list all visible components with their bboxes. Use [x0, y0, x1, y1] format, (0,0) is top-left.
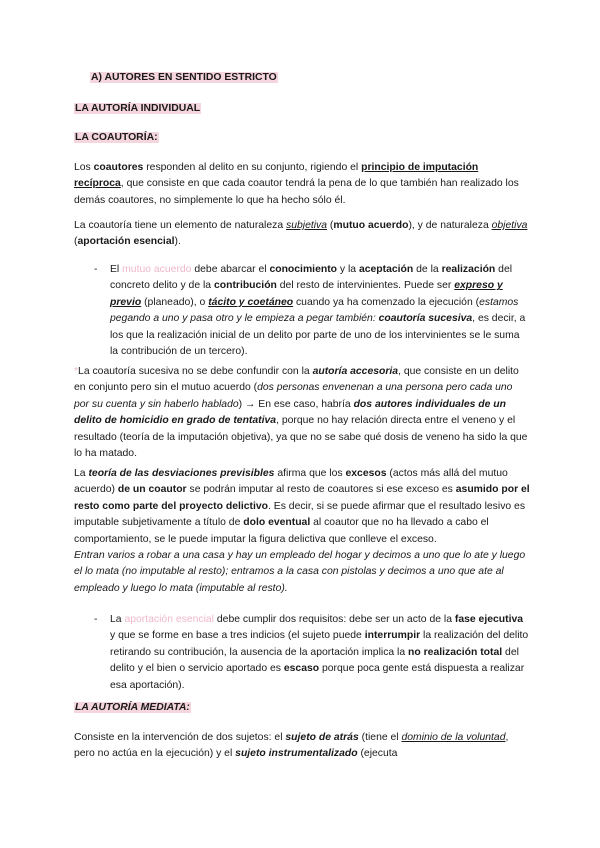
heading-mediata-text: LA AUTORÍA MEDIATA: — [75, 702, 190, 713]
heading-section-a-text: A) AUTORES EN SENTIDO ESTRICTO — [91, 72, 277, 83]
heading-individual-text: LA AUTORÍA INDIVIDUAL — [75, 103, 201, 114]
paragraph-elementos: La coautoría tiene un elemento de naturaleza subjetiva (mutuo acuerdo), y de naturaleza objetiva (aportación esencial). — [74, 220, 528, 248]
paragraph-autoria-accesoria: *La coautoría sucesiva no se debe confundir con la autoría accesoria, que consiste en un delito en conjunto pero sin el mutuo acuerdo (dos personas envenenan a una persona pero cada uno por su cuenta y sin haberlo hablado) → En ese caso, habría dos autores individuales de un delito de homicidio en grado de tentativa, porque no hay relación directa entre el veneno y el resultado (teoría de la imputación objetiva), ya que no se sabe qué dosis de veneno ha sido la que lo ha matado. — [74, 366, 528, 460]
heading-section-a — [90, 70, 546, 86]
heading-coautoria — [74, 130, 530, 146]
example-text: Entran varios a robar a una casa y hay un empleado del hogar y decimos a uno que lo ate y luego el lo mata (no imputable al resto); entramos a la casa con pistolas y decimos a uno que ate al empleado y luego lo mata (imputable al resto). — [74, 550, 526, 594]
paragraph-desviaciones: La teoría de las desviaciones previsibles afirma que los excesos (actos más allá del mutuo acuerdo) de un coautor se podrán imputar al resto de coautores si ese exceso es asumido por el resto como parte del proyecto delictivo. Es decir, si se puede afirmar que el resultado lesivo es imputable subjetivamente a título de dolo eventual al coautor que no ha llevado a cabo el comportamiento, se le puede imputar la figura delictiva que conlleve el exceso. Entran varios a robar a una casa y hay un empleado del hogar y decimos a uno que lo ate y luego el lo mata (no imputable al resto); entramos a la casa con pistolas y decimos a uno que ate al empleado y luego lo mata (imputable al resto). — [74, 468, 530, 594]
list-item-aportacion-esencial: - La aportación esencial debe cumplir dos requisitos: debe ser un acto de la fase ejecutiva y que se forme en base a tres indicios (el sujeto puede interrumpir la realización del delito retirando su contribución, la ausencia de la aportación implica la no realización total del delito y el bien o servicio aportado es escaso porque poca gente está dispuesta a realizar esa aportación). — [94, 614, 529, 691]
heading-coautoria-text: LA COAUTORÍA: — [75, 132, 158, 143]
paragraph-mediata: Consiste en la intervención de dos sujetos: el sujeto de atrás (tiene el dominio de la voluntad, pero no actúa en la ejecución) y el sujeto instrumentalizado (ejecuta — [74, 732, 509, 760]
paragraph-coautores: Los coautores responden al delito en su conjunto, rigiendo el principio de imputación recíproca, que consiste en que cada coautor tendrá la pena de lo que también han realizado los demás coautores, no simplemente lo que ha hecho sólo él. — [74, 162, 519, 206]
heading-autoria-individual — [74, 101, 530, 117]
heading-autoria-mediata — [74, 700, 530, 716]
list-item-mutuo-acuerdo: - El mutuo acuerdo debe abarcar el conocimiento y la aceptación de la realización del concreto delito y de la contribución del resto de intervinientes. Puede ser expreso y previo (planeado), o tácito y coetáneo cuando ya ha comenzado la ejecución (estamos pegando a uno y pasa otro y le empieza a pegar también: coautoría sucesiva, es decir, a los que la realización inicial de un delito por parte de uno de los intervinientes se le suma la contribución de un tercero). — [94, 264, 526, 358]
